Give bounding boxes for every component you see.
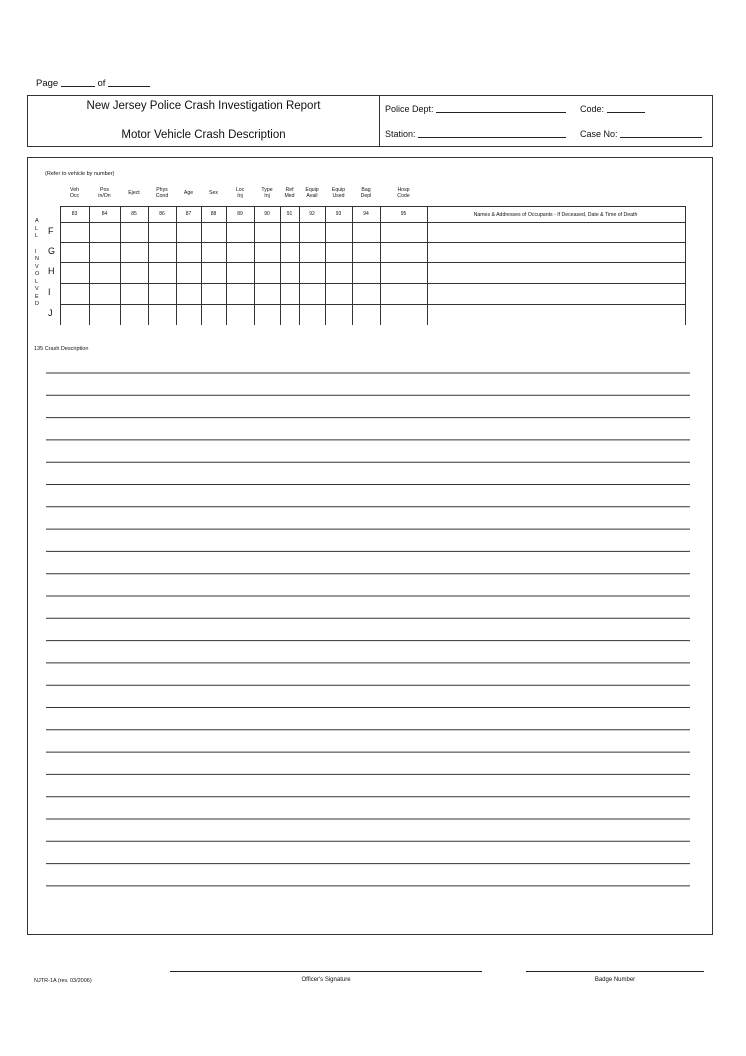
row-label: F — [48, 226, 54, 236]
column-header: Eject — [128, 190, 140, 196]
column-header: Bag Depl — [360, 187, 372, 199]
occupant-cell[interactable] — [326, 263, 352, 283]
side-label-letter: L — [35, 225, 39, 232]
column-header: Age — [183, 190, 194, 196]
occupant-cell[interactable] — [149, 284, 176, 304]
side-label-letter: L — [35, 278, 39, 285]
case-no-blank[interactable] — [620, 137, 702, 138]
column-header: Loc Inj — [235, 187, 245, 199]
station-label: Station: — [385, 129, 416, 139]
occupant-cell[interactable] — [326, 305, 352, 325]
refer-note: (Refer to vehicle by number) — [45, 171, 115, 177]
officer-signature-line[interactable] — [170, 971, 482, 972]
column-number: 84 — [101, 211, 108, 217]
side-label-letter: A — [35, 218, 39, 224]
occupant-cell[interactable] — [428, 305, 686, 325]
side-label-letter: N — [35, 256, 39, 262]
occupant-cell[interactable] — [90, 263, 120, 283]
occupant-cell[interactable] — [353, 223, 380, 242]
column-number: 91 — [286, 211, 293, 217]
police-dept-blank[interactable] — [436, 112, 566, 113]
occupant-cell[interactable] — [381, 305, 427, 325]
station-field[interactable] — [385, 129, 566, 139]
row-label: J — [48, 308, 53, 318]
occupant-cell[interactable] — [202, 284, 226, 304]
occupant-cell[interactable] — [227, 243, 254, 262]
code-blank[interactable] — [607, 112, 645, 113]
column-header: Sex — [209, 190, 218, 196]
side-label-letter: L — [35, 233, 39, 239]
row-label: I — [48, 287, 51, 297]
occupant-cell[interactable] — [300, 243, 325, 262]
occupant-cell[interactable] — [255, 284, 280, 304]
occupant-cell[interactable] — [227, 305, 254, 325]
column-number: 90 — [264, 211, 270, 217]
column-header: Hosp Code — [397, 187, 410, 199]
occupant-cell[interactable] — [149, 305, 176, 325]
column-number: 88 — [210, 211, 217, 217]
occupant-cell[interactable] — [227, 284, 254, 304]
crash-description-lines[interactable] — [46, 370, 690, 900]
station-blank[interactable] — [418, 137, 566, 138]
column-header: Phys Cond — [155, 187, 169, 199]
occupant-cell[interactable] — [61, 243, 89, 262]
side-label-letter: O — [35, 271, 40, 277]
occupant-cell[interactable] — [177, 223, 201, 242]
column-number: 89 — [237, 211, 243, 217]
page-number-line — [36, 78, 150, 89]
occupant-cell[interactable] — [61, 284, 89, 304]
column-number: 92 — [309, 211, 315, 217]
report-header — [27, 95, 713, 147]
column-header: Equip Used — [331, 187, 346, 199]
side-label-letter: E — [35, 293, 39, 300]
occupant-cell[interactable] — [202, 243, 226, 262]
occupant-cell[interactable] — [326, 223, 352, 242]
occupant-table — [60, 206, 686, 325]
column-number: 93 — [335, 211, 342, 217]
badge-number-line[interactable] — [526, 971, 704, 972]
column-number: 94 — [363, 211, 369, 217]
page-number-field[interactable] — [61, 86, 95, 87]
page-of-label: of — [97, 78, 106, 89]
occupant-cell[interactable] — [353, 243, 380, 262]
occupant-cell[interactable] — [255, 243, 280, 262]
occupant-cell[interactable] — [255, 263, 280, 283]
occupant-grid-lines — [60, 206, 686, 325]
occupant-cell[interactable] — [428, 243, 686, 262]
occupant-cell[interactable] — [300, 284, 325, 304]
police-dept-field[interactable] — [385, 104, 566, 114]
page-label: Page — [36, 78, 59, 89]
occupant-cell[interactable] — [121, 243, 148, 262]
occupant-cell[interactable] — [177, 305, 201, 325]
occupant-cell[interactable] — [61, 263, 89, 283]
occupant-cell[interactable] — [121, 284, 148, 304]
occupant-cell[interactable] — [281, 243, 299, 262]
occupant-cell[interactable] — [300, 263, 325, 283]
column-header: Ref Med — [284, 187, 295, 199]
occupant-cell[interactable] — [177, 284, 201, 304]
occupant-cell[interactable] — [149, 223, 176, 242]
occupant-cell[interactable] — [227, 223, 254, 242]
case-no-field[interactable] — [580, 129, 702, 139]
officer-signature-label: Officer's Signature — [301, 977, 351, 983]
column-header: Type Inj — [261, 187, 273, 199]
column-number: 83 — [71, 211, 78, 217]
form-id: NJTR-1A (rev. 03/2006) — [34, 978, 92, 984]
column-number: 87 — [185, 211, 192, 217]
occupant-cell[interactable] — [202, 305, 226, 325]
occupant-cell[interactable] — [353, 305, 380, 325]
occupant-cell[interactable] — [281, 263, 299, 283]
column-number: 95 — [400, 211, 407, 217]
occupant-cell[interactable] — [90, 223, 120, 242]
occupant-cell[interactable] — [90, 284, 120, 304]
occupant-cell[interactable] — [300, 305, 325, 325]
code-field[interactable] — [580, 104, 645, 114]
occupant-cell[interactable] — [61, 305, 89, 325]
occupant-cell[interactable] — [326, 284, 352, 304]
badge-number-label: Badge Number — [594, 977, 636, 983]
occupant-cell[interactable] — [255, 305, 280, 325]
side-label-letter: D — [35, 301, 39, 307]
occupant-cell[interactable] — [149, 263, 176, 283]
occupant-cell[interactable] — [381, 223, 427, 242]
occupant-cell[interactable] — [121, 305, 148, 325]
occupant-cell[interactable] — [281, 223, 299, 242]
occupant-cell[interactable] — [121, 263, 148, 283]
occupant-cell[interactable] — [281, 284, 299, 304]
header-title-block — [28, 96, 380, 146]
column-number: 85 — [131, 211, 137, 217]
occupant-cell[interactable] — [227, 263, 254, 283]
police-dept-label: Police Dept: — [385, 104, 434, 114]
occupant-cell[interactable] — [300, 223, 325, 242]
column-header: Pos in/On — [98, 187, 111, 199]
code-label: Code: — [580, 104, 605, 114]
occupant-cell[interactable] — [428, 223, 686, 242]
side-label-letter: V — [35, 286, 39, 292]
occupant-cell[interactable] — [202, 223, 226, 242]
report-title: New Jersey Police Crash Investigation Report — [86, 100, 321, 112]
occupant-cell[interactable] — [177, 263, 201, 283]
occupant-cell[interactable] — [177, 243, 201, 262]
occupant-cell[interactable] — [428, 284, 686, 304]
occupant-cell[interactable] — [281, 305, 299, 325]
row-label: H — [48, 266, 55, 276]
occupant-cell[interactable] — [326, 243, 352, 262]
report-subtitle: Motor Vehicle Crash Description — [121, 129, 286, 141]
column-header: Veh Occ — [69, 187, 80, 199]
occupant-cell[interactable] — [353, 263, 380, 283]
occupant-cell[interactable] — [381, 263, 427, 283]
side-label-letter: V — [35, 263, 39, 270]
page-total-field[interactable] — [108, 86, 150, 87]
row-label: G — [48, 246, 56, 256]
occupant-cell[interactable] — [381, 284, 427, 304]
column-number: 86 — [159, 211, 165, 217]
occupant-cell[interactable] — [353, 284, 380, 304]
side-label-letter: I — [35, 248, 37, 255]
occupant-cell[interactable] — [121, 223, 148, 242]
names-column-header: Names & Addresses of Occupants - If Deceased, Date & Time of Death — [473, 212, 638, 218]
occupant-cell[interactable] — [149, 243, 176, 262]
occupant-cell[interactable] — [90, 305, 120, 325]
column-header: Equip Avail — [305, 187, 319, 199]
occupant-cell[interactable] — [61, 223, 89, 242]
occupant-cell[interactable] — [90, 243, 120, 262]
occupant-cell[interactable] — [202, 263, 226, 283]
occupant-cell[interactable] — [255, 223, 280, 242]
case-no-label: Case No: — [580, 129, 618, 139]
occupant-cell[interactable] — [381, 243, 427, 262]
crash-description-label: 135 Crash Description — [34, 346, 89, 352]
occupant-cell[interactable] — [428, 263, 686, 283]
